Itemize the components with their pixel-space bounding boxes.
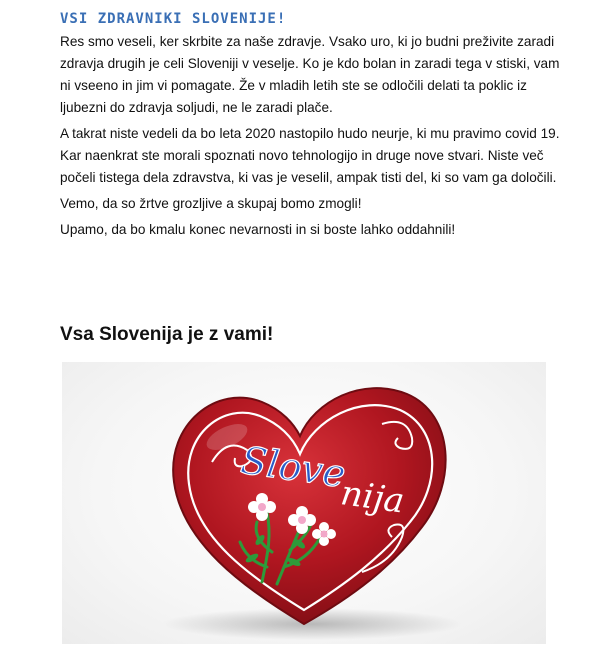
subtitle: Vsa Slovenija je z vami! (60, 324, 274, 345)
paragraph-4: Upamo, da bo kmalu konec nevarnosti in si boste lahko oddahnili! (60, 222, 456, 237)
cookie-text-nija: nija (338, 473, 407, 522)
document-body (60, 10, 560, 245)
cookie-text-ve: ve (298, 446, 349, 497)
heart-cookie-illustration (62, 362, 546, 644)
heart-shape (173, 388, 445, 624)
heart-cookie-photo (62, 362, 546, 644)
cookie-text-slo: Slo (238, 438, 305, 491)
heading: VSI ZDRAVNIKI SLOVENIJE! (60, 11, 287, 27)
paragraph-1: Res smo veseli, ker skrbite za naše zdravje. Vsako uro, ki jo budni preživite zaradi zdravja drugih je celi Sloveniji v veselje. Ko je kdo bolan in zaradi tega v stiski, vam ni vseeno in jim vi pomagate. Že v mladih letih ste se odločili delati ta poklic iz ljubezni do zdravja soljudi, ne le zaradi plače. (60, 34, 560, 115)
paragraph-2: A takrat niste vedeli da bo leta 2020 nastopilo hudo neurje, ki mu pravimo covid 19. Kar naenkrat ste morali spoznati novo tehnologijo in druge nove stvari. Niste več počeli tistega dela zdravstva, ki vas je veselil, ampak tisti del, ki so vam ga določili. (60, 126, 560, 185)
paragraph-3: Vemo, da so žrtve grozljive a skupaj bomo zmogli! (60, 196, 362, 211)
